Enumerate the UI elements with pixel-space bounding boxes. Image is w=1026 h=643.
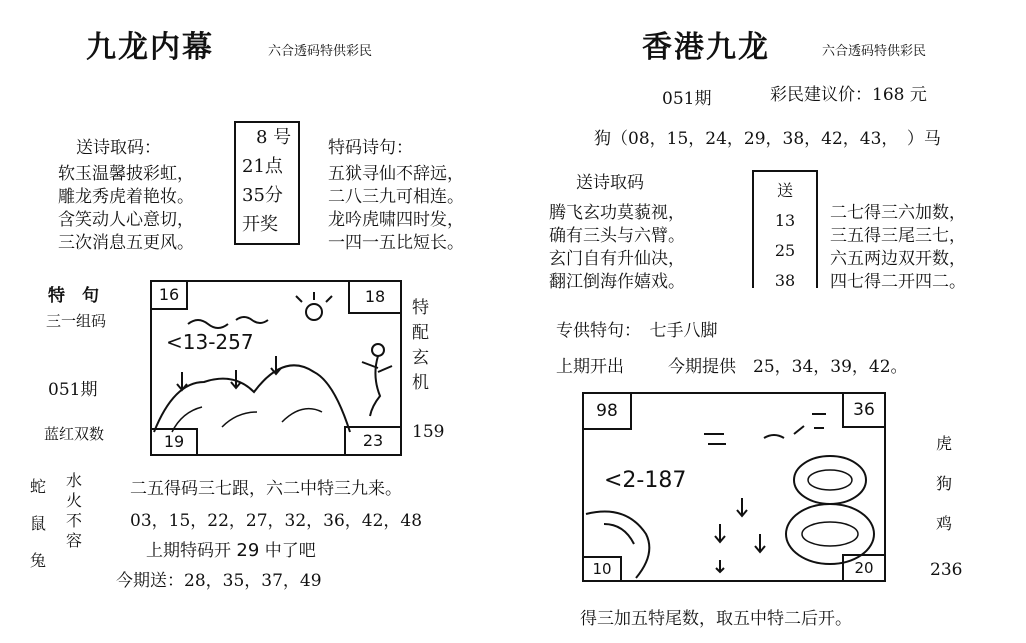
right-corner-tl: 98 xyxy=(584,394,632,430)
right-special-phrase: 专供特句： 七手八脚 xyxy=(556,321,718,341)
special-phrase-value: 三一组码 xyxy=(46,312,107,330)
draw-time-line: 8 号 xyxy=(256,127,292,148)
right-verse-line: 三五得三尾三七， xyxy=(830,226,966,246)
right-subtitle: 六合透码特供彩民 xyxy=(822,44,927,59)
send-box xyxy=(752,170,818,288)
right-poem-line: 翻江倒海作嬉戏。 xyxy=(549,272,685,292)
right-bottom-line: 得三加五特尾数，取五中特二后开。 xyxy=(580,609,852,629)
animal-char: 蛇 xyxy=(30,477,47,496)
left-subtitle: 六合透码特供彩民 xyxy=(268,44,373,59)
draw-time-line: 35分 xyxy=(242,185,283,206)
right-poem xyxy=(549,202,685,294)
left-poem xyxy=(58,163,194,255)
right-corner-tr: 36 xyxy=(842,394,884,428)
right-verse-line: 二七得三六加数， xyxy=(830,203,966,223)
left-picture xyxy=(150,280,402,456)
right-title: 香港九龙 xyxy=(642,30,770,65)
left-side-label xyxy=(412,296,429,396)
draw-time-box xyxy=(234,121,300,245)
right-animal-char: 虎 xyxy=(936,434,953,453)
send-box-item: 25 xyxy=(774,241,796,260)
animal-char: 兔 xyxy=(30,551,47,570)
special-phrase-label: 特 句 xyxy=(48,286,99,306)
left-issue: 051期 xyxy=(48,380,98,400)
special-poem-line: 一四一五比短长。 xyxy=(328,233,464,253)
left-poem-line: 雕龙秀虎着艳妆。 xyxy=(58,187,194,207)
dog-line: 狗（08，15，24，29，38，42，43， ）马 xyxy=(594,129,941,149)
today-send: 今期送：28，35，37，49 xyxy=(116,571,322,591)
left-title: 九龙内幕 xyxy=(86,30,214,65)
right-animals xyxy=(936,424,952,544)
send-box-item: 13 xyxy=(774,211,796,230)
left-corner-br: 23 xyxy=(344,426,400,454)
right-poem-line: 腾飞玄功莫藐视， xyxy=(549,203,685,223)
right-animal-char: 鸡 xyxy=(936,514,953,533)
special-poem xyxy=(328,163,464,255)
left-corner-bl: 19 xyxy=(152,428,198,454)
right-poem-label: 送诗取码 xyxy=(576,173,644,193)
right-picture xyxy=(582,392,886,582)
left-side-number: 159 xyxy=(412,422,445,442)
right-verse-line: 六五两边双开数， xyxy=(830,249,966,269)
left-numbers-line: 03，15，22，27，32，36，42，48 xyxy=(130,511,423,531)
send-box-item: 38 xyxy=(774,271,796,288)
last-open-label: 上期开出 xyxy=(556,357,624,377)
special-poem-line: 二八三九可相连。 xyxy=(328,187,464,207)
draw-time-line: 21点 xyxy=(242,156,283,177)
right-scribble: <2-187 xyxy=(604,468,687,493)
left-corner-tr: 18 xyxy=(348,282,400,314)
element-char: 水 xyxy=(66,471,83,490)
element-char: 不 xyxy=(66,511,83,530)
side-char: 特 xyxy=(412,298,429,318)
right-side-number: 236 xyxy=(930,560,963,580)
left-poem-line: 软玉温馨披彩虹， xyxy=(58,164,194,184)
right-issue: 051期 xyxy=(662,89,712,109)
left-poem-line: 三次消息五更风。 xyxy=(58,233,194,253)
today-offer: 今期提供 25，34，39，42。 xyxy=(668,357,908,377)
last-period-line xyxy=(146,536,316,561)
last-period-text: 上期特码开 xyxy=(146,541,231,561)
left-poem-label: 送诗取码： xyxy=(76,138,161,158)
side-char: 配 xyxy=(412,323,429,343)
send-box-item: 送 xyxy=(776,181,793,200)
left-line1: 二五得码三七跟，六二中特三九来。 xyxy=(130,479,402,499)
right-animal-char: 狗 xyxy=(936,474,953,493)
special-poem-label: 特码诗句： xyxy=(328,138,413,158)
right-verse-line: 四七得二开四二。 xyxy=(830,272,966,292)
right-poem-line: 玄门自有升仙决， xyxy=(549,249,685,269)
special-poem-line: 五狱寻仙不辞远， xyxy=(328,164,464,184)
animal-char: 鼠 xyxy=(30,514,47,533)
right-verse xyxy=(830,202,966,294)
right-corner-bl: 10 xyxy=(584,556,622,580)
left-animals xyxy=(30,468,46,579)
left-elements xyxy=(66,471,82,551)
last-period-hit: 中了吧 xyxy=(264,541,316,561)
left-scribble: <13-257 xyxy=(166,330,254,354)
draw-time-line: 开奖 xyxy=(242,214,278,235)
right-drawing xyxy=(584,394,884,580)
left-corner-tl: 16 xyxy=(152,282,188,310)
right-poem-line: 确有三头与六臂。 xyxy=(549,226,685,246)
right-corner-br: 20 xyxy=(842,554,884,580)
special-poem-line: 龙吟虎啸四时发， xyxy=(328,210,464,230)
element-char: 容 xyxy=(66,531,83,550)
side-char: 机 xyxy=(412,373,429,393)
send-box-list xyxy=(754,172,816,288)
color-label: 蓝红双数 xyxy=(44,425,105,443)
price-label: 彩民建议价：168 元 xyxy=(770,85,927,105)
element-char: 火 xyxy=(66,491,83,510)
left-poem-line: 含笑动人心意切， xyxy=(58,210,194,230)
side-char: 玄 xyxy=(412,348,429,368)
left-drawing xyxy=(152,282,400,454)
last-period-number: 29 xyxy=(236,540,260,561)
